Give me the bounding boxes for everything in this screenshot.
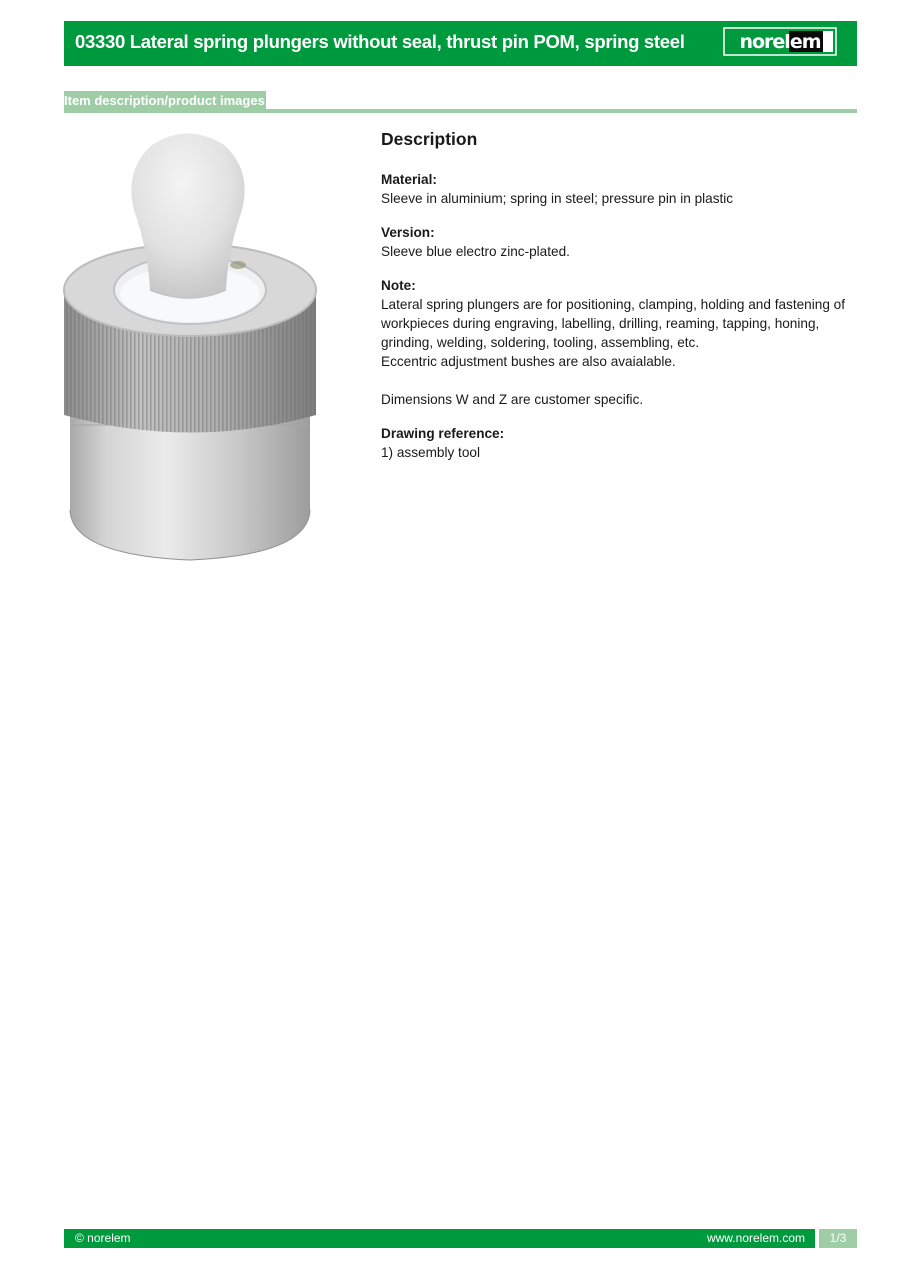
material-label: Material:: [381, 172, 437, 187]
page-number: 1/3: [819, 1229, 857, 1248]
description-panel: [381, 128, 857, 477]
footer-website-link[interactable]: www.norelem.com: [706, 1231, 805, 1245]
drawing-reference-text: 1) assembly tool: [381, 445, 480, 460]
version-text: Sleeve blue electro zinc-plated.: [381, 244, 570, 259]
norelem-logo: [723, 27, 837, 56]
dimensions-text: Dimensions W and Z are customer specific.: [381, 392, 644, 407]
note-text: Lateral spring plungers are for positioning, clamping, holding and fastening of workpieces during engraving, labelling, drilling, reaming, tapping, honing, grinding, welding, soldering, tooling, assembling, etc.: [381, 297, 845, 350]
material-block: [381, 170, 857, 208]
note-text-secondary: Eccentric adjustment bushes are also avaialable.: [381, 354, 676, 369]
footer-bar: [64, 1229, 815, 1248]
logo-text: norelem: [739, 31, 821, 53]
version-label: Version:: [381, 225, 435, 240]
header-bar: [64, 21, 857, 66]
material-text: Sleeve in aluminium; spring in steel; pressure pin in plastic: [381, 191, 734, 206]
footer-copyright: © norelem: [75, 1231, 131, 1245]
section-label: Item description/product images: [64, 91, 266, 111]
drawing-reference-block: [381, 424, 857, 462]
product-image: [62, 130, 318, 566]
description-heading: Description: [381, 129, 478, 149]
drawing-reference-label: Drawing reference:: [381, 426, 505, 441]
note-label: Note:: [381, 278, 416, 293]
version-block: [381, 223, 857, 261]
note-block: [381, 276, 857, 409]
page-title: 03330 Lateral spring plungers without seal, thrust pin POM, spring steel: [75, 31, 685, 52]
